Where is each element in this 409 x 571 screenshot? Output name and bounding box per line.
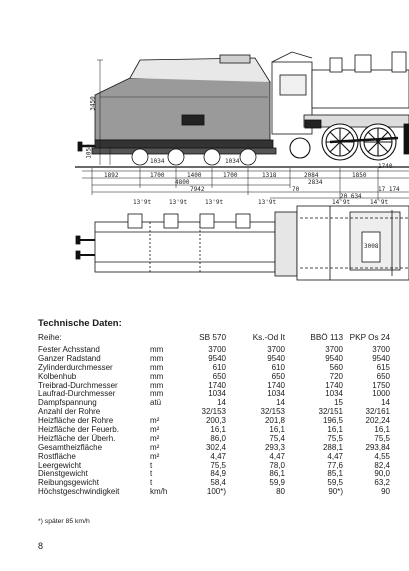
axle-load-3: 13'9t: [205, 199, 224, 206]
dim-tender-wb2: 1034: [225, 158, 240, 165]
row-value-1: 4,47: [210, 451, 226, 461]
row-value-2: 16,1: [269, 425, 285, 435]
row-unit: mm: [150, 362, 164, 372]
row-label: Dienstgewicht: [38, 469, 88, 479]
row-value-3: 59,5: [327, 478, 343, 488]
dim-17174: 17 174: [378, 186, 400, 193]
row-unit: t: [150, 460, 153, 470]
row-value-2: 293,3: [264, 442, 285, 452]
row-value-2: 610: [271, 362, 285, 372]
row-label: Höchstgeschwindigkeit: [38, 487, 120, 497]
row-value-2: 14: [276, 398, 285, 408]
row-value-4: 90,0: [374, 469, 390, 479]
row-value-1: 58,4: [210, 478, 226, 488]
row-value-1: 84,9: [210, 469, 226, 479]
row-value-2: 1034: [267, 389, 285, 399]
row-value-4: 1000: [372, 389, 390, 399]
row-value-3: 77,6: [327, 460, 343, 470]
row-value-3: 560: [329, 362, 343, 372]
locomotive-side-view: [272, 52, 409, 160]
row-value-3: 85,1: [327, 469, 343, 479]
row-value-3: 196,5: [322, 416, 343, 426]
row-value-1: 3700: [208, 345, 226, 354]
header-series-1: SB 570: [199, 333, 226, 342]
table-row: [38, 362, 390, 373]
row-unit: mm: [150, 371, 164, 381]
row-label: Heizfläche der Rohre: [38, 416, 114, 426]
row-value-4: 615: [376, 362, 390, 372]
axle-load-1: 13'9t: [133, 199, 152, 206]
row-label: Gesamtheizfläche: [38, 442, 103, 452]
row-unit: mm: [150, 345, 164, 354]
plan-view: [76, 206, 409, 280]
row-value-3: 720: [329, 371, 343, 381]
row-label: Fester Achsstand: [38, 345, 100, 354]
dim-1700a: 1700: [150, 172, 165, 179]
row-label: Rostfläche: [38, 451, 76, 461]
row-label: Laufrad-Durchmesser: [38, 389, 116, 399]
row-value-2: 32/153: [260, 407, 285, 417]
row-value-2: 78,0: [269, 460, 285, 470]
row-label: Ganzer Radstand: [38, 353, 101, 363]
table-body: [38, 345, 390, 497]
row-value-2: 80: [276, 487, 285, 497]
dim-buffer: 1892: [104, 172, 119, 179]
row-value-1: 16,1: [210, 425, 226, 435]
dim-7942: 7942: [190, 186, 205, 193]
row-value-4: 14: [381, 398, 390, 408]
row-label: Treibrad-Durchmesser: [38, 380, 118, 390]
footnote: *) später 85 km/h: [38, 518, 90, 525]
dim-1400: 1400: [187, 172, 202, 179]
row-value-4: 32/161: [365, 407, 390, 417]
row-value-3: 1740: [325, 380, 343, 390]
row-value-3: 90*): [328, 487, 343, 497]
row-value-1: 302,4: [205, 442, 226, 452]
row-value-1: 650: [212, 371, 226, 381]
row-value-4: 3700: [372, 345, 390, 354]
row-unit: t: [150, 478, 153, 488]
row-value-1: 86,0: [210, 433, 226, 443]
row-value-4: 82,4: [374, 460, 390, 470]
row-value-4: 75,5: [374, 433, 390, 443]
table-row: [38, 487, 390, 497]
axle-load-5: 14'9t: [332, 199, 351, 206]
row-value-3: 75,5: [327, 433, 343, 443]
dim-20634: 20 634: [340, 193, 362, 200]
row-value-3: 16,1: [327, 425, 343, 435]
dim-1850: 1850: [352, 172, 367, 179]
row-value-4: 90: [381, 487, 390, 497]
row-value-3: 1034: [325, 389, 343, 399]
row-label: Zylinderdurchmesser: [38, 362, 113, 372]
dim-70: 70: [292, 186, 300, 193]
row-label: Kolbenhub: [38, 371, 77, 381]
row-unit: t: [150, 469, 153, 479]
dim-height-total: 3450: [89, 96, 97, 111]
dim-4800: 4800: [175, 179, 190, 186]
header-label: Reihe:: [38, 333, 62, 342]
row-value-3: 4,47: [327, 451, 343, 461]
header-series-2: Ks.-Od It: [252, 333, 285, 342]
row-unit: mm: [150, 380, 164, 390]
row-value-3: 15: [334, 398, 343, 408]
row-value-1: 9540: [208, 353, 226, 363]
technical-data-table: [38, 333, 390, 497]
dim-2834: 2834: [308, 179, 323, 186]
row-label: Leergewicht: [38, 460, 82, 470]
row-value-3: 32/151: [318, 407, 343, 417]
row-unit: m²: [150, 416, 160, 426]
row-unit: mm: [150, 353, 164, 363]
dim-tender-wb1: 1034: [150, 158, 165, 165]
dim-2084: 2084: [304, 172, 319, 179]
page-number: 8: [38, 541, 44, 551]
header-series-3: BBÖ 113: [310, 333, 343, 342]
dim-1740: 1740: [378, 163, 393, 170]
row-value-4: 293,84: [365, 442, 390, 452]
axle-load-2: 13'9t: [169, 199, 188, 206]
row-value-2: 4,47: [269, 451, 285, 461]
axle-load-4: 13'9t: [258, 199, 277, 206]
row-unit: m²: [150, 451, 160, 461]
row-value-2: 201,8: [264, 416, 285, 426]
row-value-2: 3700: [267, 345, 285, 354]
row-value-1: 1740: [208, 380, 226, 390]
tender-side-view: [78, 55, 276, 165]
row-value-4: 202,24: [365, 416, 390, 426]
row-label: Reibungsgewicht: [38, 478, 99, 488]
row-unit: atü: [150, 398, 162, 408]
row-value-3: 9540: [325, 353, 343, 363]
row-unit: m²: [150, 425, 160, 435]
technical-data-heading: Technische Daten:: [38, 318, 122, 329]
axle-load-6: 14'9t: [370, 199, 389, 206]
row-label: Heizfläche der Überh.: [38, 433, 116, 443]
header-series-4: PKP Os 24: [349, 333, 390, 342]
row-unit: m²: [150, 442, 160, 452]
row-value-1: 14: [217, 398, 226, 408]
row-value-2: 1740: [267, 380, 285, 390]
row-value-4: 63,2: [374, 478, 390, 488]
plan-label: 3008: [364, 243, 379, 250]
row-value-2: 75,4: [269, 433, 285, 443]
row-value-3: 288,1: [322, 442, 343, 452]
row-value-4: 4,55: [374, 451, 390, 461]
row-value-4: 9540: [372, 353, 390, 363]
row-unit: m²: [150, 433, 160, 443]
row-unit: mm: [150, 389, 164, 399]
row-value-1: 610: [212, 362, 226, 372]
row-value-1: 32/153: [201, 407, 226, 417]
row-value-1: 100*): [206, 487, 226, 497]
dim-1318: 1318: [262, 172, 277, 179]
row-label: Dampfspannung: [38, 398, 97, 408]
row-value-1: 75,5: [210, 460, 226, 470]
row-value-1: 200,3: [205, 416, 226, 426]
row-value-2: 86,1: [269, 469, 285, 479]
row-value-2: 650: [271, 371, 285, 381]
row-value-4: 16,1: [374, 425, 390, 435]
row-value-4: 1750: [372, 380, 390, 390]
row-label: Anzahl der Rohre: [38, 407, 101, 417]
dim-1700b: 1700: [223, 172, 238, 179]
row-label: Heizfläche der Feuerb.: [38, 425, 119, 435]
row-value-2: 9540: [267, 353, 285, 363]
dim-height-axle: 1050: [85, 144, 93, 159]
row-value-2: 59,9: [269, 478, 285, 488]
row-value-1: 1034: [208, 389, 226, 399]
row-unit: km/h: [150, 487, 168, 497]
row-value-4: 650: [376, 371, 390, 381]
row-value-3: 3700: [325, 345, 343, 354]
